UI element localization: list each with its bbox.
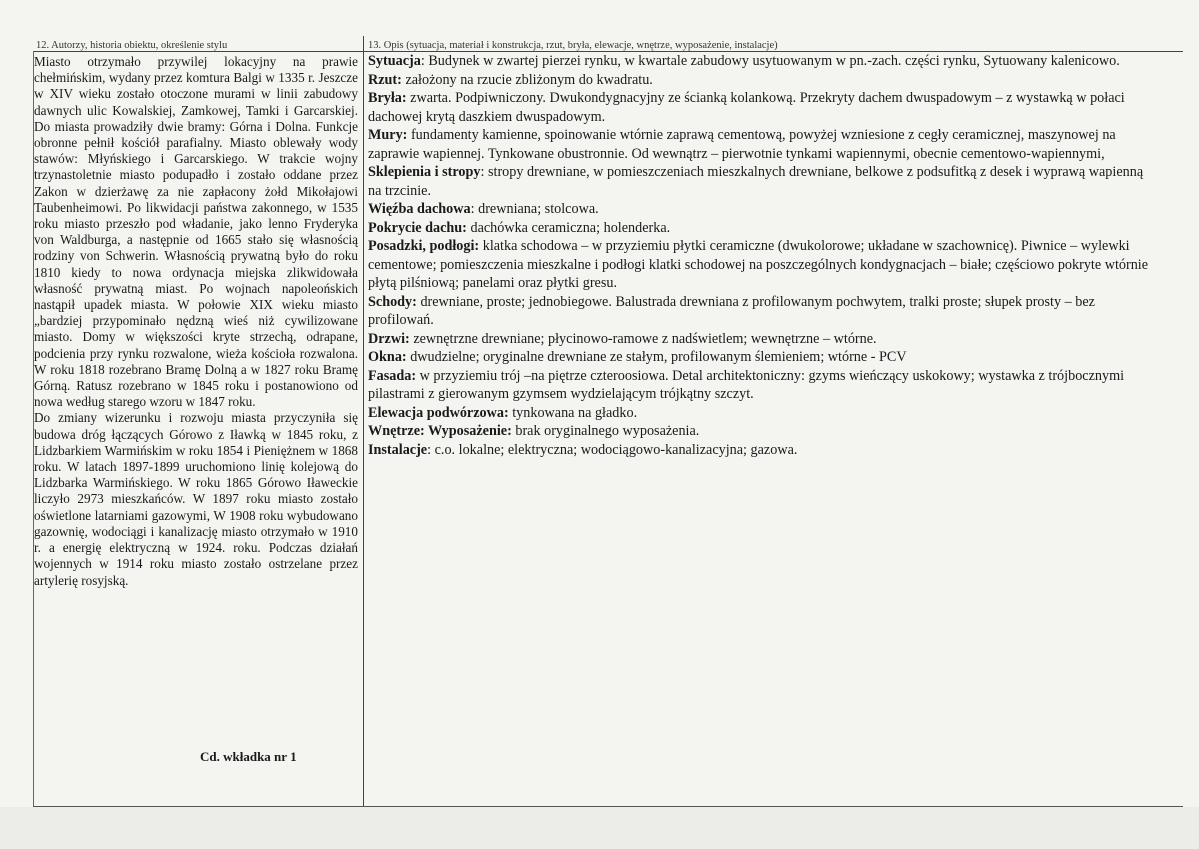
desc-value: w przyziemiu trój –na piętrze czteroosiowa. Detal architektoniczny: gzyms wieńczący uskokowy; wystawka z trójbocznymi pilastrami z gierowanym gzymsem wydzielającym trójkątny szczyt. bbox=[368, 367, 1125, 402]
desc-elewacja bbox=[368, 404, 1158, 423]
desc-sklepienia: Sklepienia i stropy: stropy drewniane, w pomieszczeniach mieszkalnych drewniane, belkowe z podsufitką z desek i wyprawą wapienną na trzcinie. bbox=[368, 164, 1144, 199]
desc-rzut bbox=[368, 71, 1158, 90]
desc-mury bbox=[368, 126, 1158, 163]
desc-label: Wnętrze: Wyposażenie: bbox=[368, 423, 512, 439]
desc-value: dachówka ceramiczna; holenderka. bbox=[470, 219, 671, 236]
desc-wnetrze bbox=[368, 422, 1158, 441]
history-text-column bbox=[34, 54, 358, 589]
page-margin-bottom bbox=[0, 807, 1199, 849]
history-section-header: 12. Autorzy, historia obiektu, określenie stylu bbox=[36, 40, 228, 51]
column-divider bbox=[363, 36, 364, 806]
desc-label: Pokrycie dachu: bbox=[368, 219, 467, 236]
desc-label: Sklepienia i stropy bbox=[368, 164, 481, 180]
desc-label: Rzut: bbox=[368, 71, 402, 88]
desc-label: Fasada: bbox=[368, 367, 417, 384]
desc-value: drewniane, proste; jednobiegowe. Balustrada drewniana z profilowanym pochwytem, tralki proste; słupek prosty – bez profilowań. bbox=[368, 293, 1095, 328]
desc-fasada bbox=[368, 367, 1158, 404]
desc-value: drewniana; stolcowa. bbox=[478, 201, 599, 217]
desc-okna bbox=[368, 348, 1158, 367]
desc-label: Mury: bbox=[368, 127, 408, 143]
desc-value: tynkowana na gładko. bbox=[512, 404, 638, 421]
desc-value: założony na rzucie zbliżonym do kwadratu. bbox=[405, 71, 653, 88]
desc-label: Drzwi: bbox=[368, 330, 410, 347]
desc-sytuacja: Sytuacja: Budynek w zwartej pierzei rynku, w kwartale zabudowy usytuowanym w pn.-zach. części rynku, Sytuowany kalenicowo. bbox=[368, 53, 1120, 69]
desc-value: Budynek w zwartej pierzei rynku, w kwartale zabudowy usytuowanym w pn.-zach. części rynku, Sytuowany kalenicowo. bbox=[428, 53, 1120, 69]
history-paragraph-1: Miasto otrzymało przywilej lokacyjny na prawie chełmińskim, wydany przez komtura Balgi w 1335 r. Jeszcze w XIV wieku zostało otoczone murami w linii zabudowy dawnych ulic Kowalskiej, Zamkowej, Tamki i Garcarskiej. Do miasta prowadziły dwie bramy: Górna i Dolna. Funkcje obronne pełnił kościół parafialny. Miasto oblewały wody stawów: Młyńskiego i Garcarskiego. W trakcie wojny trzynastoletnie miasto podupadło i zostało oddane przez Zakon w dzierżawę za nie zapłacony żołd Mikołajowi Taubenheimowi. Po likwidacji państwa zakonnego, w 1535 roku miasto przeszło pod władanie, jako lenno Fryderyka von Waldburga, a następnie od 1665 stało się własnością rodziny von Schwerin. Własnością prywatną było do roku 1810 kiedy to nowa ordynacja miejska zlikwidowała własność prywatną miast. Po wojnach napoleońskich nastąpił upadek miasta. W połowie XIX wieku miasto „bardziej przypominało nędzną wieś niż cywilizowane miasto. Domy w większości kryte strzechą, odrapane, podcienia przy rynku rozwalone, wieża kościoła rozwalona. W roku 1818 rozebrano Bramę Dolną a w 1827 roku Bramę Górną. Ratusz rozebrano w 1845 roku i postanowiono od nowa według starego wzoru w 1847 roku. bbox=[34, 54, 358, 410]
desc-value: brak oryginalnego wyposażenia. bbox=[515, 423, 700, 439]
desc-pokrycie bbox=[368, 219, 1158, 238]
desc-posadzki bbox=[368, 237, 1158, 293]
desc-value: stropy drewniane, w pomieszczeniach mieszkalnych drewniane, belkowe z podsufitką z desek i wyprawą wapienną na trzcinie. bbox=[368, 164, 1144, 199]
desc-label: Posadzki, podłogi: bbox=[368, 238, 480, 254]
desc-label: Sytuacja bbox=[368, 53, 421, 69]
desc-label: Elewacja podwórzowa: bbox=[368, 404, 509, 421]
desc-label: Więźba dachowa bbox=[368, 201, 471, 217]
desc-value: c.o. lokalne; elektryczna; wodociągowo-kanalizacyjna; gazowa. bbox=[434, 441, 798, 458]
desc-label: Okna: bbox=[368, 349, 407, 365]
desc-label: Bryła: bbox=[368, 90, 407, 106]
desc-value: zewnętrzne drewniane; płycinowo-ramowe z nadświetlem; wewnętrzne – wtórne. bbox=[413, 330, 877, 347]
desc-bryla bbox=[368, 89, 1158, 126]
description-section-header: 13. Opis (sytuacja, materiał i konstrukcja, rzut, bryła, elewacje, wnętrze, wyposażenie, instalacje) bbox=[368, 40, 778, 51]
desc-instalacje: Instalacje: c.o. lokalne; elektryczna; wodociągowo-kanalizacyjna; gazowa. bbox=[368, 441, 798, 458]
desc-label: Schody: bbox=[368, 293, 417, 310]
desc-value: dwudzielne; oryginalne drewniane ze stałym, profilowanym ślemieniem; wtórne - PCV bbox=[410, 349, 907, 365]
desc-value: fundamenty kamienne, spoinowanie wtórnie zaprawą cementową, powyżej wzniesione z cegły ceramicznej, maszynowej na zaprawie wapiennej. Tynkowane obustronnie. Od wewnątrz – pierwotnie tynkami wapiennymi, obecnie cementowo-wapiennymi, bbox=[368, 127, 1116, 162]
description-text-column bbox=[368, 52, 1158, 459]
desc-wiezba: Więźba dachowa: drewniana; stolcowa. bbox=[368, 201, 599, 217]
desc-value: klatka schodowa – w przyziemiu płytki ceramiczne (dwukolorowe; układane w szachownicę). Piwnice – wylewki cementowe; pomieszczenia mieszkalne i podłogi klatki schodowej na poszczególnych kondygnacjach – białe; częściowo pokryte wtórnie płytą pilśniową; panelami oraz płytki gresu. bbox=[368, 238, 1149, 291]
continuation-note: Cd. wkładka nr 1 bbox=[200, 749, 297, 764]
desc-label: Instalacje bbox=[368, 441, 428, 458]
desc-drzwi bbox=[368, 330, 1158, 349]
desc-value: zwarta. Podpiwniczony. Dwukondygnacyjny ze ścianką kolankową. Przekryty dachem dwuspadowym – z wystawką w połaci dachowej krytą daszkiem dwuspadowym. bbox=[368, 90, 1125, 125]
history-paragraph-2: Do zmiany wizerunku i rozwoju miasta przyczyniła się budowa dróg łączących Górowo z Iławką w 1845 roku, z Lidzbarkiem Warmińskim w roku 1854 i Pieniężnem w 1868 roku. W latach 1897-1899 uruchomiono linię kolejową do Lidzbarka Warmińskiego. W roku 1865 Górowo Iławeckie liczyło 2973 mieszkańców. W 1897 roku miasto zostało oświetlone latarniami gazowymi, W 1908 roku wybudowano gazownię, wodociągi i kanalizację miasto otrzymało w 1910 r. a energię elektryczną w 1924. roku. Podczas działań wojennych w 1914 roku miasto zostało ostrzelane przez artylerię rosyjską. bbox=[34, 410, 358, 588]
desc-schody bbox=[368, 293, 1158, 330]
